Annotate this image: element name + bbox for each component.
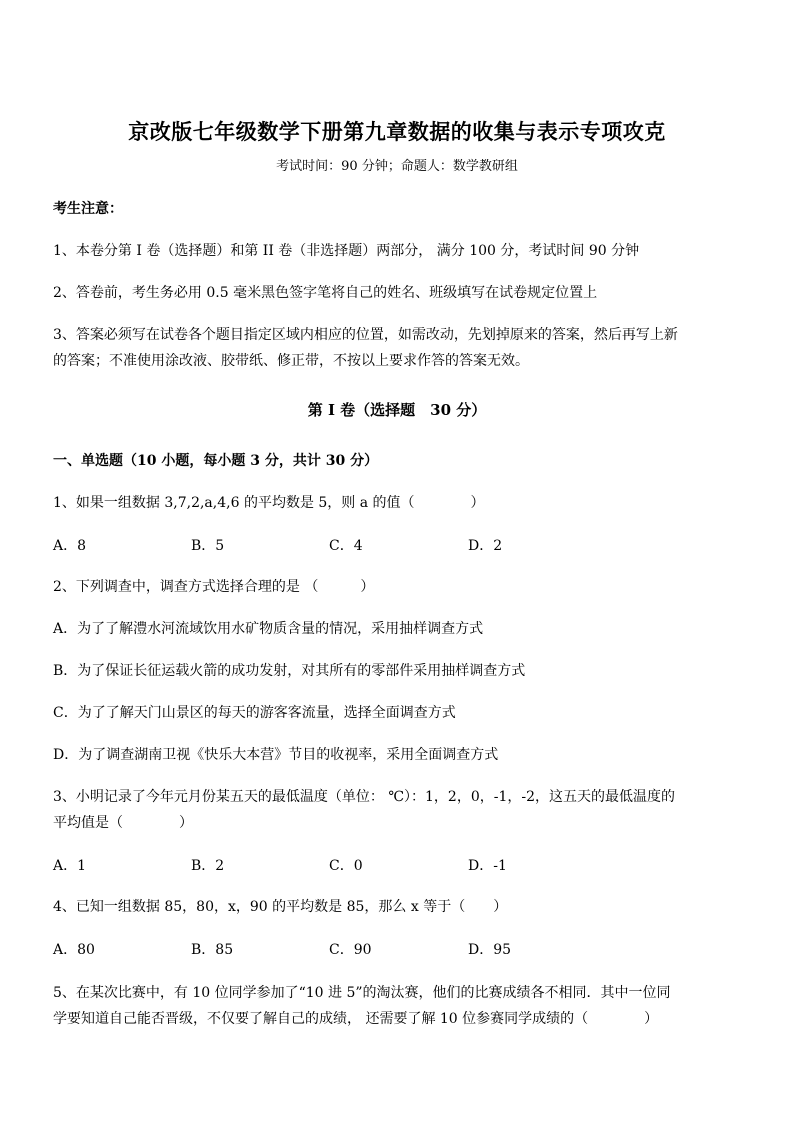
exam-subtitle: 考试时间：90 分钟；命题人：数学教研组: [276, 159, 518, 174]
question-2-option-a: A．为了了解澧水河流域饮用水矿物质含量的情况，采用抽样调查方式: [53, 621, 484, 637]
question-4-stem: 4、已知一组数据 85，80，x，90 的平均数是 85，那么 x 等于（ ）: [53, 899, 508, 915]
question-2-stem: 2、下列调查中，调查方式选择合理的是 （ ）: [53, 579, 375, 595]
exam-title: 京改版七年级数学下册第九章数据的收集与表示专项攻克: [128, 119, 666, 144]
question-4-option-c: C．90: [329, 942, 372, 958]
question-2-option-c: C．为了了解天门山景区的每天的游客客流量，选择全面调查方式: [53, 705, 456, 721]
question-1-option-b: B．5: [191, 538, 225, 554]
question-4-option-d: D．95: [468, 942, 512, 958]
question-1-option-a: A．8: [53, 538, 87, 554]
notice-item-3-line-2: 的答案；不准使用涂改液、胶带纸、修正带，不按以上要求作答的答案无效。: [53, 353, 529, 369]
question-4-option-a: A．80: [53, 942, 95, 958]
part-heading: 一、单选题（10 小题，每小题 3 分，共计 30 分）: [53, 453, 379, 469]
notice-item-1: 1、本卷分第 I 卷（选择题）和第 II 卷（非选择题）两部分， 满分 100 分，考试时间 90 分钟: [53, 243, 640, 259]
question-3-option-b: B．2: [191, 858, 225, 874]
question-3-stem-line-2: 平均值是（ ）: [53, 815, 193, 831]
section-title: 第 I 卷（选择题 30 分）: [307, 401, 487, 419]
question-3-stem-line-1: 3、小明记录了今年元月份某五天的最低温度（单位： ℃）：1，2，0，-1，-2，这五天的最低温度的: [53, 789, 676, 805]
question-3-option-d: D．-1: [468, 858, 507, 874]
question-3-option-a: A．1: [53, 858, 87, 874]
question-2-option-b: B．为了保证长征运载火箭的成功发射，对其所有的零部件采用抽样调查方式: [53, 663, 526, 679]
question-5-stem-line-1: 5、在某次比赛中，有 10 位同学参加了“10 进 5”的淘汰赛，他们的比赛成绩各不相同．其中一位同: [53, 985, 671, 1001]
question-2-option-d: D．为了调查湖南卫视《快乐大本营》节目的收视率，采用全面调查方式: [53, 747, 499, 763]
question-1-option-d: D．2: [468, 538, 503, 554]
question-4-option-b: B．85: [191, 942, 234, 958]
notice-item-2: 2、答卷前，考生务必用 0.5 毫米黑色签字笔将自己的姓名、班级填写在试卷规定位置上: [53, 285, 598, 301]
question-3-option-c: C．0: [329, 858, 363, 874]
question-1-option-c: C．4: [329, 538, 363, 554]
question-5-stem-line-2: 学要知道自己能否晋级，不仅要了解自己的成绩， 还需要了解 10 位参赛同学成绩的（ ）: [53, 1011, 659, 1027]
question-1-stem: 1、如果一组数据 3,7,2,a,4,6 的平均数是 5，则 a 的值（ ）: [53, 495, 485, 511]
notice-heading: 考生注意：: [53, 201, 123, 217]
notice-item-3-line-1: 3、答案必须写在试卷各个题目指定区域内相应的位置，如需改动，先划掉原来的答案，然后再写上新: [53, 327, 678, 343]
